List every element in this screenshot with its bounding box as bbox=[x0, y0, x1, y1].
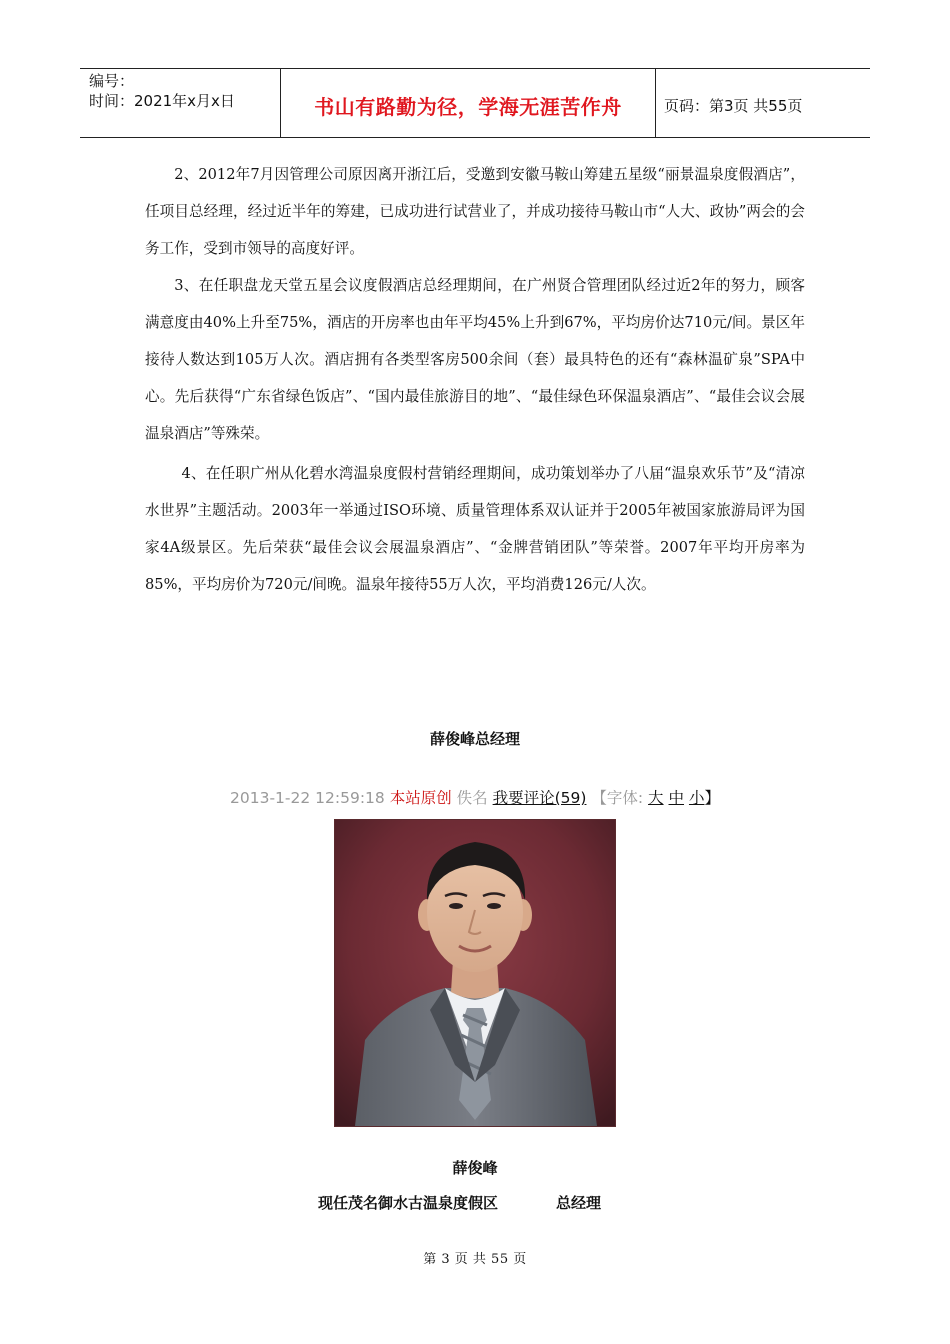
document-time-label: 时间：2021年x月x日 bbox=[89, 92, 235, 110]
article-author: 佚名 bbox=[456, 789, 488, 807]
header-page-cell bbox=[656, 69, 870, 137]
paragraph-item-4: 4、在任职广州从化碧水湾温泉度假村营销经理期间，成功策划举办了八届“温泉欢乐节”及“清凉水世界”主题活动。2003年一举通过ISO环境、质量管理体系双认证并于2005年被国家旅游局评为国家4A级景区。先后荣获“最佳会议会展温泉酒店”、“金牌营销团队”等荣誉。2007年平均开房率为85%，平均房价为720元/间晚。温泉年接待55万人次，平均消费126元/人次。 bbox=[145, 465, 805, 593]
paragraph-item-2: 2、2012年7月因管理公司原因离开浙江后，受邀到安徽马鞍山筹建五星级“丽景温泉度假酒店”，任项目总经理，经过近半年的筹建，已成功进行试营业了，并成功接待马鞍山市“人大、政协”两会的会务工作，受到市领导的高度好评。 bbox=[145, 166, 805, 257]
header-motto: 书山有路勤为径，学海无涯苦作舟 bbox=[314, 94, 622, 119]
font-size-large-link[interactable]: 大 bbox=[648, 789, 664, 807]
caption-position: 现任茂名御水古温泉度假区 bbox=[318, 1194, 499, 1212]
document-number-label: 编号： bbox=[89, 72, 135, 90]
document-header bbox=[80, 68, 870, 138]
article-source: 本站原创 bbox=[389, 789, 452, 807]
caption-name: 薛俊峰 bbox=[452, 1159, 498, 1177]
portrait-photo-icon bbox=[335, 820, 615, 1126]
header-page-info: 页码：第3页 共55页 bbox=[664, 96, 803, 115]
caption-role: 总经理 bbox=[556, 1194, 602, 1212]
font-size-open: 【字体: bbox=[591, 789, 644, 807]
paragraph-item-3: 3、在任职盘龙天堂五星会议度假酒店总经理期间，在广州贤合管理团队经过近2年的努力，顾客满意度由40%上升至75%，酒店的开房率也由年平均45%上升到67%，平均房价达710元/间。景区年接待人数达到105万人次。酒店拥有各类型客房500余间（套）最具特色的还有“森林温矿泉”SPA中心。先后获得“广东省绿色饭店”、“国内最佳旅游目的地”、“最佳绿色环保温泉酒店”、“最佳会议会展温泉酒店”等殊荣。 bbox=[145, 277, 805, 442]
document-body bbox=[145, 156, 805, 603]
header-meta-cell bbox=[80, 69, 281, 137]
portrait-photo bbox=[334, 819, 616, 1127]
page-footer: 第 3 页 共 55 页 bbox=[423, 1252, 527, 1267]
article-datetime: 2013-1-22 12:59:18 bbox=[230, 789, 385, 807]
caption-position-line bbox=[318, 1192, 601, 1213]
font-size-close: 】 bbox=[704, 789, 720, 807]
comment-link[interactable]: 我要评论(59) bbox=[492, 789, 587, 807]
article-title: 薛俊峰总经理 bbox=[429, 730, 520, 748]
font-size-medium-link[interactable]: 中 bbox=[668, 789, 685, 807]
article-meta bbox=[0, 786, 950, 808]
font-size-small-link[interactable]: 小 bbox=[688, 789, 705, 807]
header-motto-cell bbox=[281, 69, 656, 137]
